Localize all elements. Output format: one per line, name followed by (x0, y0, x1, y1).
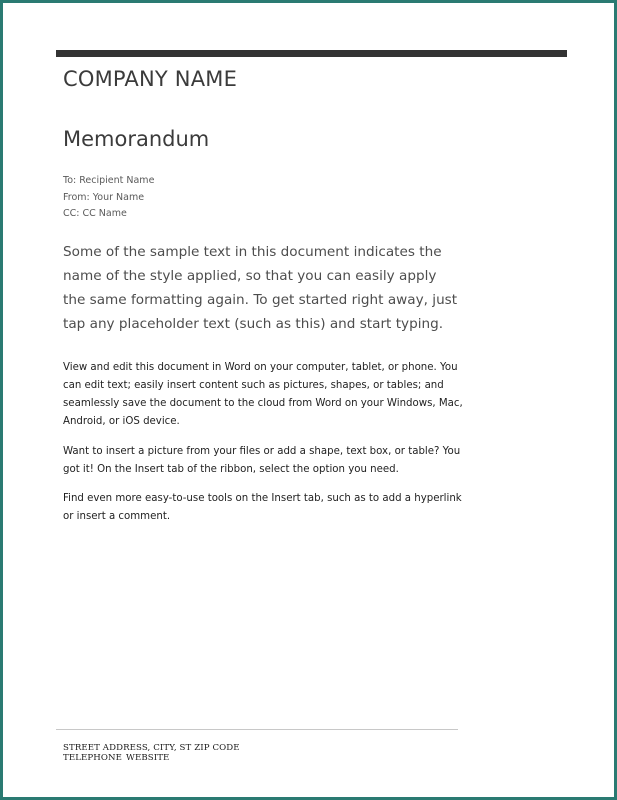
memo-title[interactable]: Memorandum (63, 127, 210, 151)
lead-paragraph[interactable]: Some of the sample text in this document indicates the name of the style applied, so that you can easily apply the same formatting again. To get started right away, just tap any placeholder text (such as this) and start typing. (63, 244, 458, 332)
footer-rule (56, 729, 458, 730)
footer-website[interactable]: WEBSITE (126, 753, 170, 763)
footer (63, 743, 240, 763)
body-paragraph[interactable]: View and edit this document in Word on your computer, tablet, or phone. You can edit text; easily insert content such as pictures, shapes, or tables; and seamlessly save the document to the cloud from Word on your Windows, Mac, Android, or iOS device. (63, 362, 463, 427)
sender-line[interactable]: From: Your Name (63, 191, 145, 203)
header-rule (56, 50, 567, 57)
cc-line[interactable]: CC: CC Name (63, 208, 127, 219)
body-paragraph[interactable]: Find even more easy-to-use tools on the Insert tab, such as to add a hyperlink or insert a comment. (63, 493, 462, 522)
recipient-line[interactable]: To: Recipient Name (63, 175, 155, 186)
footer-address[interactable]: STREET ADDRESS, CITY, ST ZIP CODE (63, 743, 240, 753)
memo-meta (63, 173, 154, 223)
body-paragraph[interactable]: Want to insert a picture from your files or add a shape, text box, or table? You got it! On the Insert tab of the ribbon, select the option you need. (63, 446, 461, 475)
footer-telephone[interactable]: TELEPHONE (63, 753, 123, 763)
company-name[interactable]: COMPANY NAME (63, 67, 238, 91)
